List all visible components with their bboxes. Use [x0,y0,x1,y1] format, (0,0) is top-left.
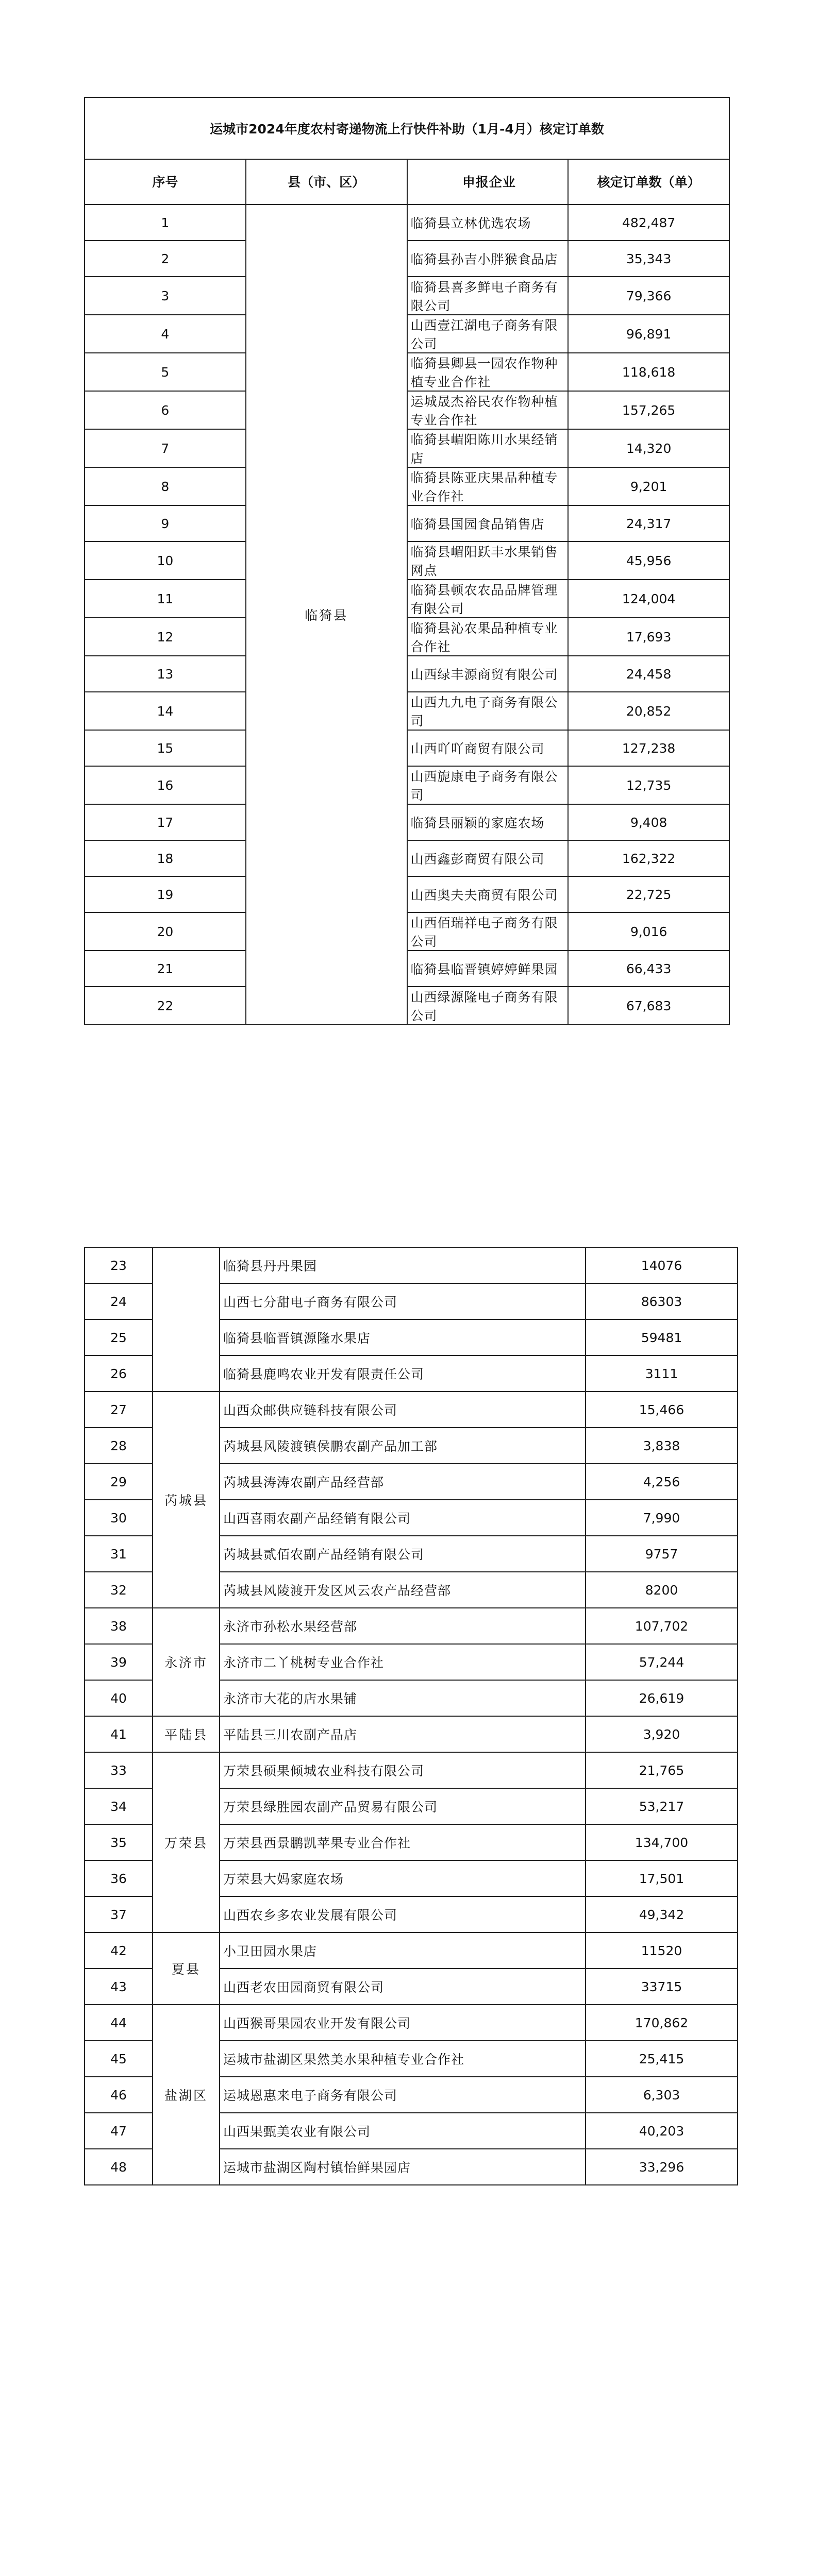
orders-cell: 170,862 [586,2005,738,2041]
company-header: 申报企业 [407,159,569,205]
orders-cell: 162,322 [568,840,729,876]
seq-cell: 12 [85,618,246,656]
orders-cell: 86303 [586,1283,738,1319]
seq-cell: 36 [85,1860,153,1896]
title-row [85,97,729,159]
seq-cell: 17 [85,804,246,840]
company-cell: 山西吖吖商贸有限公司 [407,730,569,766]
company-cell: 临猗县嵋阳陈川水果经销店 [407,429,569,467]
table-row [85,766,729,804]
orders-cell: 8200 [586,1572,738,1608]
table-row [85,876,729,912]
company-cell: 山西七分甜电子商务有限公司 [220,1283,586,1319]
table-row [85,1608,738,1644]
seq-cell: 9 [85,505,246,541]
table-row [85,840,729,876]
seq-cell: 28 [85,1428,153,1464]
table-row [85,656,729,692]
table-row [85,730,729,766]
company-cell: 临猗县立林优选农场 [407,205,569,241]
company-cell: 临猗县沁农果品种植专业合作社 [407,618,569,656]
seq-cell: 25 [85,1319,153,1355]
seq-cell: 47 [85,2113,153,2149]
company-cell: 临猗县丹丹果园 [220,1247,586,1283]
seq-cell: 22 [85,987,246,1025]
seq-cell: 5 [85,353,246,391]
county-cell: 永济市 [153,1608,220,1716]
orders-cell: 9,016 [568,912,729,951]
table-row [85,692,729,730]
seq-cell: 4 [85,315,246,353]
seq-cell: 44 [85,2005,153,2041]
orders-cell: 20,852 [568,692,729,730]
table-row [85,467,729,505]
company-cell: 山西众邮供应链科技有限公司 [220,1392,586,1428]
seq-cell: 35 [85,1824,153,1860]
company-cell: 运城市盐湖区陶村镇怡鲜果园店 [220,2149,586,2185]
seq-cell: 26 [85,1355,153,1392]
seq-cell: 42 [85,1933,153,1969]
seq-cell: 19 [85,876,246,912]
county-cell: 盐湖区 [153,2005,220,2185]
table-row [85,241,729,277]
seq-cell: 33 [85,1752,153,1788]
company-cell: 临猗县陈亚庆果品种植专业合作社 [407,467,569,505]
orders-cell: 6,303 [586,2077,738,2113]
company-cell: 永济市孙松水果经营部 [220,1608,586,1644]
company-cell: 临猗县鹿鸣农业开发有限责任公司 [220,1355,586,1392]
orders-cell: 79,366 [568,277,729,315]
orders-cell: 134,700 [586,1824,738,1860]
orders-cell: 157,265 [568,391,729,429]
orders-cell: 9757 [586,1536,738,1572]
seq-cell: 38 [85,1608,153,1644]
seq-cell: 10 [85,541,246,580]
order-table-part-1 [84,97,730,1025]
table-row [85,541,729,580]
orders-cell: 59481 [586,1319,738,1355]
company-cell: 芮城县涛涛农副产品经营部 [220,1464,586,1500]
orders-cell: 24,458 [568,656,729,692]
company-cell: 万荣县硕果倾城农业科技有限公司 [220,1752,586,1788]
orders-cell: 49,342 [586,1896,738,1933]
company-cell: 山西老农田园商贸有限公司 [220,1969,586,2005]
table-row [85,1716,738,1752]
table-row [85,429,729,467]
table-row [85,391,729,429]
company-cell: 芮城县风陵渡镇侯鹏农副产品加工部 [220,1428,586,1464]
orders-cell: 66,433 [568,951,729,987]
table-row [85,277,729,315]
company-cell: 山西果甄美农业有限公司 [220,2113,586,2149]
company-cell: 临猗县临晋镇婷婷鲜果园 [407,951,569,987]
orders-cell: 26,619 [586,1680,738,1716]
company-cell: 山西农乡多农业发展有限公司 [220,1896,586,1933]
seq-cell: 7 [85,429,246,467]
table-row [85,1752,738,1788]
company-cell: 山西奥夫夫商贸有限公司 [407,876,569,912]
table-row [85,580,729,618]
company-cell: 临猗县临晋镇源隆水果店 [220,1319,586,1355]
county-cell: 平陆县 [153,1716,220,1752]
company-cell: 山西喜雨农副产品经销有限公司 [220,1500,586,1536]
company-cell: 山西绿丰源商贸有限公司 [407,656,569,692]
seq-cell: 20 [85,912,246,951]
seq-cell: 8 [85,467,246,505]
orders-cell: 11520 [586,1933,738,1969]
seq-cell: 2 [85,241,246,277]
county-cell: 芮城县 [153,1392,220,1608]
seq-cell: 48 [85,2149,153,2185]
table-row [85,618,729,656]
table-row [85,1933,738,1969]
company-cell: 运城晟杰裕民农作物种植专业合作社 [407,391,569,429]
county-header: 县（市、区） [246,159,407,205]
orders-cell: 25,415 [586,2041,738,2077]
seq-cell: 15 [85,730,246,766]
company-cell: 运城市盐湖区果然美水果种植专业合作社 [220,2041,586,2077]
orders-cell: 17,501 [586,1860,738,1896]
seq-cell: 1 [85,205,246,241]
company-cell: 山西猴哥果园农业开发有限公司 [220,2005,586,2041]
orders-cell: 9,201 [568,467,729,505]
seq-cell: 40 [85,1680,153,1716]
orders-cell: 33715 [586,1969,738,2005]
company-cell: 万荣县绿胜园农副产品贸易有限公司 [220,1788,586,1824]
table-row [85,315,729,353]
company-cell: 临猗县顿农农品品牌管理有限公司 [407,580,569,618]
seq-cell: 16 [85,766,246,804]
orders-cell: 17,693 [568,618,729,656]
company-cell: 山西绿源隆电子商务有限公司 [407,987,569,1025]
header-row [85,159,729,205]
orders-cell: 9,408 [568,804,729,840]
company-cell: 永济市二丫桃树专业合作社 [220,1644,586,1680]
county-cell [153,1247,220,1392]
orders-cell: 67,683 [568,987,729,1025]
orders-cell: 107,702 [586,1608,738,1644]
company-cell: 临猗县卿县一园农作物种植专业合作社 [407,353,569,391]
orders-cell: 127,238 [568,730,729,766]
seq-cell: 41 [85,1716,153,1752]
orders-cell: 15,466 [586,1392,738,1428]
seq-cell: 32 [85,1572,153,1608]
orders-cell: 7,990 [586,1500,738,1536]
seq-cell: 13 [85,656,246,692]
seq-cell: 46 [85,2077,153,2113]
company-cell: 山西壹江湖电子商务有限公司 [407,315,569,353]
orders-cell: 124,004 [568,580,729,618]
orders-cell: 482,487 [568,205,729,241]
table-row [85,912,729,951]
orders-cell: 96,891 [568,315,729,353]
seq-cell: 11 [85,580,246,618]
orders-header: 核定订单数（单） [568,159,729,205]
orders-cell: 12,735 [568,766,729,804]
orders-cell: 14076 [586,1247,738,1283]
orders-cell: 14,320 [568,429,729,467]
table-row [85,1247,738,1283]
table-row [85,987,729,1025]
orders-cell: 3,838 [586,1428,738,1464]
table-row [85,1392,738,1428]
county-cell: 万荣县 [153,1752,220,1933]
seq-cell: 37 [85,1896,153,1933]
seq-cell: 39 [85,1644,153,1680]
company-cell: 山西旎康电子商务有限公司 [407,766,569,804]
company-cell: 山西九九电子商务有限公司 [407,692,569,730]
orders-cell: 21,765 [586,1752,738,1788]
orders-cell: 22,725 [568,876,729,912]
company-cell: 临猗县丽颖的家庭农场 [407,804,569,840]
company-cell: 临猗县国园食品销售店 [407,505,569,541]
orders-cell: 24,317 [568,505,729,541]
company-cell: 临猗县喜多鲜电子商务有限公司 [407,277,569,315]
company-cell: 芮城县贰佰农副产品经销有限公司 [220,1536,586,1572]
seq-header: 序号 [85,159,246,205]
seq-cell: 14 [85,692,246,730]
table-row [85,2005,738,2041]
orders-cell: 33,296 [586,2149,738,2185]
seq-cell: 45 [85,2041,153,2077]
page-title: 运城市2024年度农村寄递物流上行快件补助（1月-4月）核定订单数 [85,97,729,159]
orders-cell: 57,244 [586,1644,738,1680]
county-cell: 夏县 [153,1933,220,2005]
company-cell: 万荣县大妈家庭农场 [220,1860,586,1896]
seq-cell: 34 [85,1788,153,1824]
table-row [85,353,729,391]
seq-cell: 21 [85,951,246,987]
company-cell: 永济市大花的店水果铺 [220,1680,586,1716]
orders-cell: 3111 [586,1355,738,1392]
seq-cell: 3 [85,277,246,315]
company-cell: 山西鑫彭商贸有限公司 [407,840,569,876]
seq-cell: 23 [85,1247,153,1283]
orders-cell: 45,956 [568,541,729,580]
orders-cell: 118,618 [568,353,729,391]
seq-cell: 29 [85,1464,153,1500]
county-cell: 临猗县 [246,205,407,1025]
order-table-part-2 [84,1247,738,2185]
company-cell: 临猗县嵋阳跃丰水果销售网点 [407,541,569,580]
orders-cell: 35,343 [568,241,729,277]
company-cell: 山西佰瑞祥电子商务有限公司 [407,912,569,951]
company-cell: 运城恩惠来电子商务有限公司 [220,2077,586,2113]
table-row [85,951,729,987]
company-cell: 临猗县孙吉小胖猴食品店 [407,241,569,277]
orders-cell: 4,256 [586,1464,738,1500]
seq-cell: 27 [85,1392,153,1428]
company-cell: 小卫田园水果店 [220,1933,586,1969]
table-row [85,804,729,840]
orders-cell: 3,920 [586,1716,738,1752]
seq-cell: 18 [85,840,246,876]
orders-cell: 40,203 [586,2113,738,2149]
company-cell: 平陆县三川农副产品店 [220,1716,586,1752]
company-cell: 芮城县风陵渡开发区风云农产品经营部 [220,1572,586,1608]
seq-cell: 24 [85,1283,153,1319]
seq-cell: 30 [85,1500,153,1536]
seq-cell: 43 [85,1969,153,2005]
table-row [85,205,729,241]
seq-cell: 6 [85,391,246,429]
table-row [85,505,729,541]
seq-cell: 31 [85,1536,153,1572]
orders-cell: 53,217 [586,1788,738,1824]
company-cell: 万荣县西景鹏凯苹果专业合作社 [220,1824,586,1860]
